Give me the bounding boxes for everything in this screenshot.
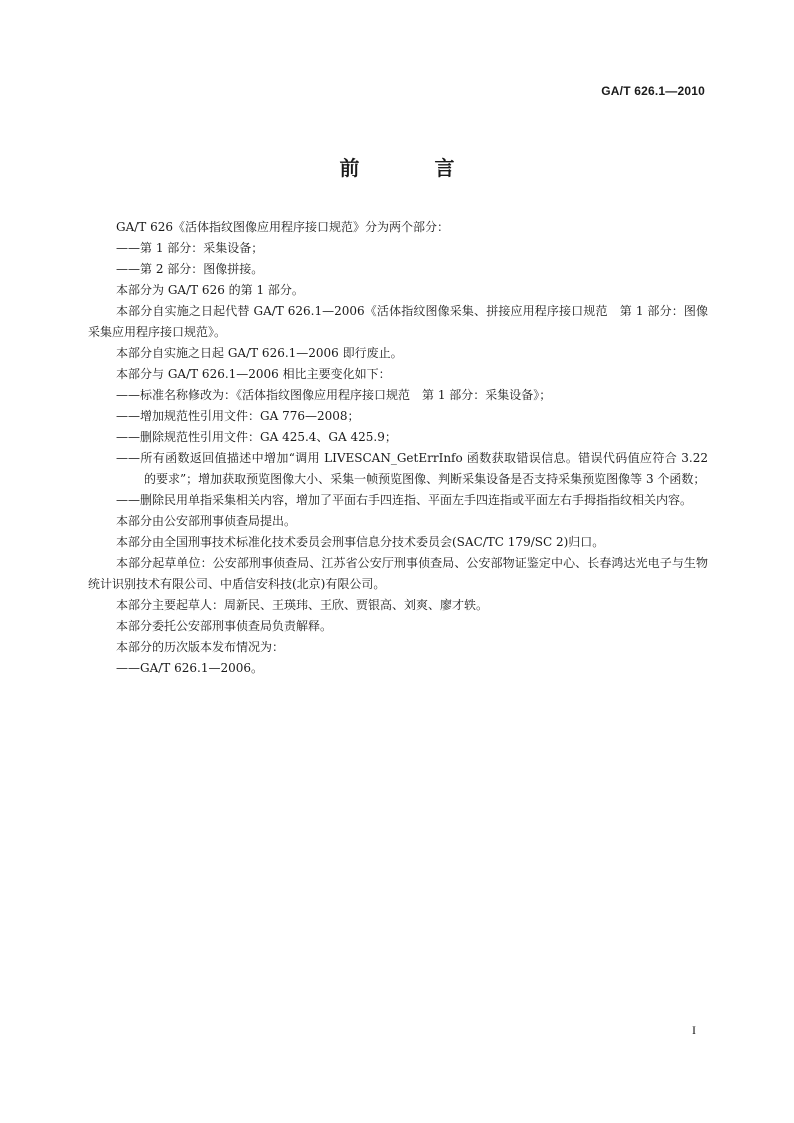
foreword-body (88, 217, 708, 679)
paragraph: 本部分委托公安部刑事侦查局负责解释。 (116, 619, 333, 633)
paragraph: 本部分起草单位：公安部刑事侦查局、江苏省公安厅刑事侦查局、公安部物证鉴定中心、长春鸿达光电子与生物统计识别技术有限公司、中盾信安科技(北京)有限公司。 (88, 556, 708, 591)
paragraph: 本部分为 GA/T 626 的第 1 部分。 (116, 283, 304, 297)
list-item: ——GA/T 626.1—2006。 (116, 661, 264, 675)
page-number: I (692, 1023, 696, 1037)
paragraph: 本部分与 GA/T 626.1—2006 相比主要变化如下： (116, 367, 391, 381)
document-code: GA/T 626.1—2010 (601, 84, 705, 98)
list-item: ——所有函数返回值描述中增加“调用 LIVESCAN_GetErrInfo 函数获取错误信息。错误代码值应符合 3.22 的要求”；增加获取预览图像大小、采集一帧预览图像、判断采集设备是否支持采集预览图像等 3 个函数； (116, 451, 708, 486)
paragraph: GA/T 626《活体指纹图像应用程序接口规范》分为两个部分： (116, 220, 450, 234)
list-item: ——删除规范性引用文件：GA 425.4、GA 425.9； (116, 430, 397, 444)
paragraph: 本部分由全国刑事技术标准化技术委员会刑事信息分技术委员会(SAC/TC 179/SC 2)归口。 (116, 535, 605, 549)
list-item: ——标准名称修改为：《活体指纹图像应用程序接口规范 第 1 部分：采集设备》； (116, 388, 552, 402)
paragraph: 本部分自实施之日起 GA/T 626.1—2006 即行废止。 (116, 346, 403, 360)
list-item: ——删除民用单指采集相关内容，增加了平面右手四连指、平面左手四连指或平面左右手拇指指纹相关内容。 (116, 493, 693, 507)
paragraph: 本部分的历次版本发布情况为： (116, 640, 285, 654)
page-title: 前 言 (339, 156, 489, 180)
paragraph: 本部分自实施之日起代替 GA/T 626.1—2006《活体指纹图像采集、拼接应用程序接口规范 第 1 部分：图像采集应用程序接口规范》。 (88, 304, 708, 339)
paragraph: 本部分由公安部刑事侦查局提出。 (116, 514, 297, 528)
paragraph: 本部分主要起草人：周新民、王瑛玮、王欣、贾银高、刘爽、廖才轶。 (116, 598, 489, 612)
list-item: ——第 2 部分：图像拼接。 (116, 262, 264, 276)
list-item: ——第 1 部分：采集设备； (116, 241, 264, 255)
list-item: ——增加规范性引用文件：GA 776—2008； (116, 409, 360, 423)
